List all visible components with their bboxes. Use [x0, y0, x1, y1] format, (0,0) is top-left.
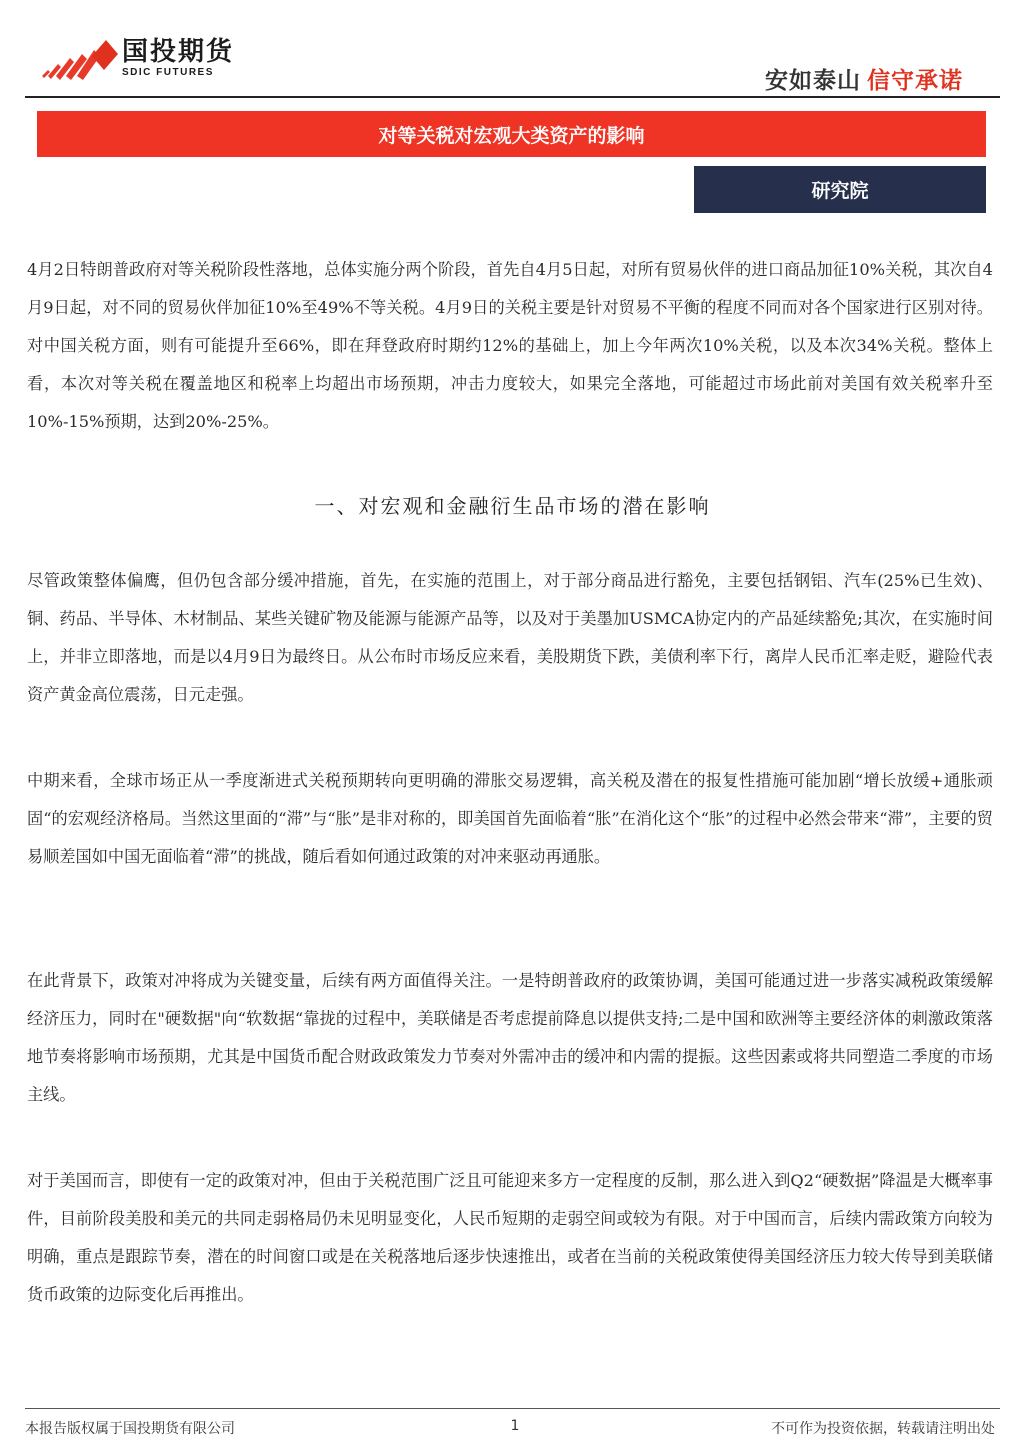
slogan-part-1: 安如泰山 [765, 68, 861, 94]
logo-chinese-name: 国投期货 [122, 37, 235, 67]
page-header [0, 0, 1025, 100]
intro-paragraph: 4月2日特朗普政府对等关税阶段性落地，总体实施分两个阶段，首先自4月5日起，对所有贸易伙伴的进口商品加征10%关税，其次自4月9日起，对不同的贸易伙伴加征10%至49%不等关税。4月9日的关税主要是针对贸易不平衡的程度不同而对各个国家进行区别对待。对中国关税方面，则有可能提升至66%，即在拜登政府时期约12%的基础上，加上今年两次10%关税，以及本次34%关税。整体上看，本次对等关税在覆盖地区和税率上均超出市场预期，冲击力度较大，如果完全落地，可能超过市场此前对美国有效关税率升至10%-15%预期，达到20%-25%。 [27, 260, 993, 431]
body-paragraph: 中期来看，全球市场正从一季度渐进式关税预期转向更明确的滞胀交易逻辑，高关税及潜在的报复性措施可能加剧“增长放缓+通胀顽固“的宏观经济格局。当然这里面的“滞”与“胀”是非对称的，即美国首先面临着“胀”在消化这个“胀”的过程中必然会带来“滞”，主要的贸易顺差国如中国无面临着“滞”的挑战，随后看如何通过政策的对冲来驱动再通胀。 [27, 771, 993, 866]
footer-copyright: 本报告版权属于国投期货有限公司 [25, 1421, 235, 1437]
company-logo [40, 36, 234, 80]
page-number: 1 [510, 1418, 520, 1434]
logo-english-name: SDIC FUTURES [122, 67, 214, 78]
department-label: 研究院 [694, 166, 986, 213]
logo-mark-icon [40, 36, 118, 80]
footer-divider [25, 1408, 1000, 1409]
body-paragraph: 尽管政策整体偏鹰，但仍包含部分缓冲措施，首先，在实施的范围上，对于部分商品进行豁免，主要包括钢铝、汽车(25%已生效)、铜、药品、半导体、木材制品、某些关键矿物及能源与能源产品等，以及对于美墨加USMCA协定内的产品延续豁免;其次，在实施时间上，并非立即落地，而是以4月9日为最终日。从公布时市场反应来看，美股期货下跌，美债利率下行，离岸人民币汇率走贬，避险代表资产黄金高位震荡，日元走强。 [27, 571, 993, 704]
report-title: 对等关税对宏观大类资产的影响 [37, 111, 986, 157]
section-heading: 一、对宏观和金融衍生品市场的潜在影响 [314, 494, 711, 518]
body-paragraph: 在此背景下，政策对冲将成为关键变量，后续有两方面值得关注。一是特朗普政府的政策协调，美国可能通过进一步落实减税政策缓解经济压力，同时在"硬数据"向“软数据“靠拢的过程中，美联储是否考虑提前降息以提供支持;二是中国和欧洲等主要经济体的刺激政策落地节奏将影响市场预期，尤其是中国货币配合财政政策发力节奏对外需冲击的缓冲和内需的提振。这些因素或将共同塑造二季度的市场主线。 [27, 971, 993, 1104]
company-slogan [765, 62, 963, 95]
header-divider [25, 96, 1000, 98]
slogan-part-2: 信守承诺 [867, 68, 963, 94]
footer-disclaimer: 不可作为投资依据，转载请注明出处 [771, 1421, 995, 1437]
body-paragraph: 对于美国而言，即使有一定的政策对冲，但由于关税范围广泛且可能迎来多方一定程度的反制，那么进入到Q2“硬数据”降温是大概率事件，目前阶段美股和美元的共同走弱格局仍未见明显变化，人民币短期的走弱空间或较为有限。对于中国而言，后续内需政策方向较为明确，重点是跟踪节奏，潜在的时间窗口或是在关税落地后逐步快速推出，或者在当前的关税政策使得美国经济压力较大传导到美联储货币政策的边际变化后再推出。 [27, 1171, 993, 1304]
